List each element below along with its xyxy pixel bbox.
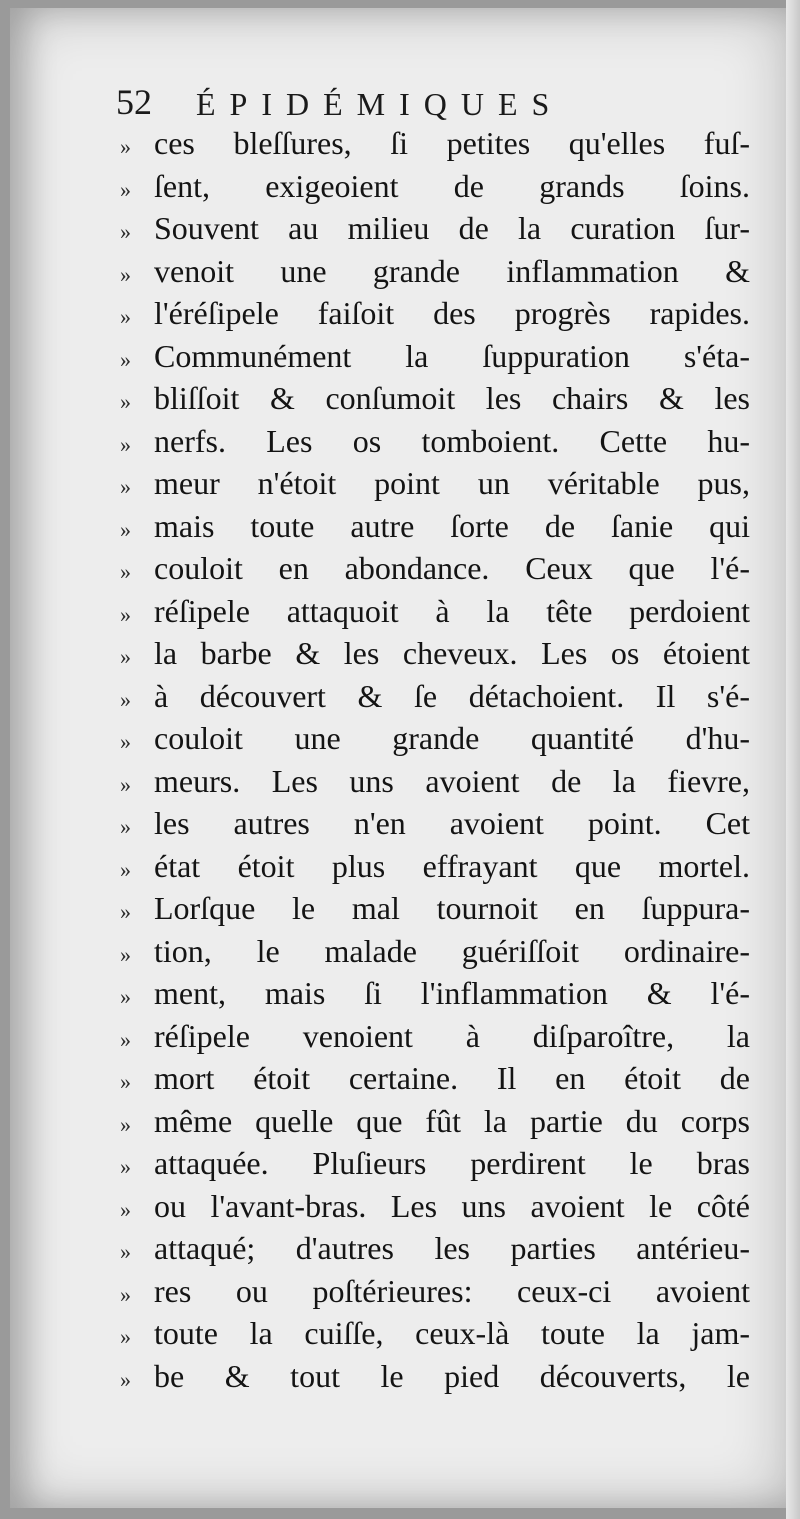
quote-mark: » (120, 941, 131, 967)
line-text: nerfs. Les os tomboient. Cette hu- (154, 422, 750, 459)
book-page (10, 8, 786, 1508)
line-text: même quelle que fût la partie du corps (154, 1102, 750, 1139)
text-line (120, 1270, 750, 1313)
text-line (120, 802, 750, 845)
quote-mark: » (120, 474, 131, 499)
quote-mark: » (120, 389, 131, 414)
line-text: ſent, exigeoient de grands ſoins. (154, 167, 750, 204)
text-line (120, 292, 750, 335)
text-line (120, 1100, 750, 1143)
line-text: mort étoit certaine. Il en étoit de (154, 1060, 750, 1096)
text-line (120, 675, 750, 718)
text-line (120, 760, 750, 803)
text-line (120, 717, 750, 760)
line-text: tion, le malade guériſſoit ordinaire- (154, 932, 750, 969)
quote-mark: » (120, 686, 131, 712)
line-text: mais toute autre ſorte de ſanie qui (154, 507, 750, 544)
line-text: attaquée. Pluſieurs perdirent le bras (154, 1145, 750, 1181)
text-line (120, 1057, 750, 1100)
running-head: ÉPIDÉMIQUES (196, 86, 564, 122)
text-line (120, 165, 750, 208)
text-line (120, 420, 750, 463)
line-text: couloit en abondance. Ceux que l'é- (154, 550, 750, 586)
line-text: meurs. Les uns avoient de la fievre, (154, 762, 750, 799)
quote-mark: » (120, 1196, 131, 1222)
quote-mark: » (120, 1069, 131, 1094)
line-text: couloit une grande quantité d'hu- (154, 720, 750, 756)
quote-mark: » (120, 1366, 131, 1392)
quote-mark: » (120, 559, 131, 584)
line-text: Communément la ſuppuration s'éta- (154, 337, 750, 374)
line-text: ou l'avant-bras. Les uns avoient le côté (154, 1187, 750, 1224)
page-edge (786, 0, 800, 1519)
quote-mark: » (120, 1026, 131, 1052)
quote-mark: » (120, 261, 131, 287)
text-line (120, 590, 750, 633)
quote-mark: » (120, 856, 131, 882)
line-text: be & tout le pied découverts, le (154, 1357, 750, 1394)
text-line (120, 122, 750, 165)
quote-mark: » (120, 771, 131, 797)
text-line (120, 207, 750, 250)
quote-mark: » (120, 644, 131, 669)
line-text: Souvent au milieu de la curation ſur- (154, 210, 750, 246)
text-line (120, 1185, 750, 1228)
line-text: la barbe & les cheveux. Les os étoient (154, 635, 750, 671)
line-text: état étoit plus effrayant que mortel. (154, 847, 750, 884)
line-text: meur n'étoit point un véritable pus, (154, 465, 750, 501)
text-line (120, 632, 750, 675)
text-line (120, 250, 750, 293)
page-number: 52 (116, 82, 152, 122)
text-line (120, 335, 750, 378)
line-text: toute la cuiſſe, ceux-là toute la jam- (154, 1315, 750, 1351)
quote-mark: » (120, 984, 131, 1009)
quote-mark: » (120, 176, 131, 202)
quote-mark: » (120, 1111, 131, 1137)
text-line (120, 1355, 750, 1398)
line-text: l'éréſipele faiſoit des progrès rapides. (154, 295, 750, 331)
text-line (120, 1312, 750, 1355)
line-text: ment, mais ſi l'inflammation & l'é- (154, 975, 750, 1011)
line-text: les autres n'en avoient point. Cet (154, 805, 750, 841)
line-text: réſipele venoient à diſparoître, la (154, 1017, 750, 1054)
line-text: venoit une grande inflammation & (154, 252, 750, 289)
quote-mark: » (120, 1239, 131, 1264)
body-text (120, 122, 750, 1397)
quote-mark: » (120, 601, 131, 627)
text-line (120, 1015, 750, 1058)
text-line (120, 930, 750, 973)
quote-mark: » (120, 346, 131, 372)
quote-mark: » (120, 729, 131, 754)
line-text: à découvert & ſe détachoient. Il s'é- (154, 677, 750, 714)
text-line (120, 462, 750, 505)
text-line (120, 547, 750, 590)
text-line (120, 887, 750, 930)
line-text: res ou poſtérieures: ceux-ci avoient (154, 1272, 750, 1309)
quote-mark: » (120, 814, 131, 839)
text-line (120, 845, 750, 888)
line-text: attaqué; d'autres les parties antérieu- (154, 1230, 750, 1266)
quote-mark: » (120, 1324, 131, 1349)
quote-mark: » (120, 1281, 131, 1307)
text-line (120, 1227, 750, 1270)
text-line (120, 1142, 750, 1185)
quote-mark: » (120, 899, 131, 924)
text-line (120, 972, 750, 1015)
quote-mark: » (120, 1154, 131, 1179)
text-line (120, 505, 750, 548)
page-header (116, 70, 676, 120)
line-text: Lorſque le mal tournoit en ſuppura- (154, 890, 750, 926)
quote-mark: » (120, 134, 131, 159)
quote-mark: » (120, 516, 131, 542)
line-text: réſipele attaquoit à la tête perdoient (154, 592, 750, 629)
quote-mark: » (120, 304, 131, 329)
quote-mark: » (120, 431, 131, 457)
text-line (120, 377, 750, 420)
line-text: ces bleſſures, ſi petites qu'elles fuſ- (154, 125, 750, 161)
quote-mark: » (120, 219, 131, 244)
line-text: bliſſoit & conſumoit les chairs & les (154, 380, 750, 416)
